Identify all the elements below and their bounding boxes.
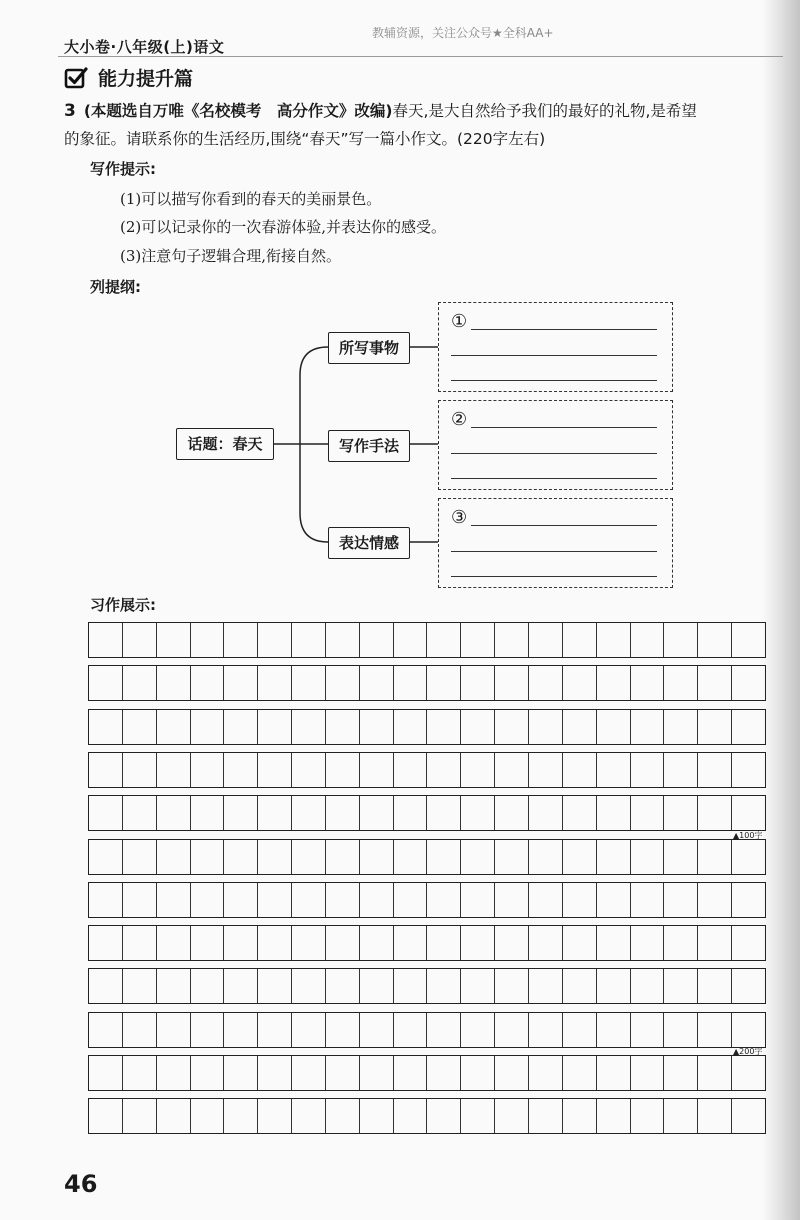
grid-cell[interactable] — [698, 796, 732, 830]
grid-cell[interactable] — [258, 753, 292, 787]
grid-cell[interactable] — [360, 883, 394, 917]
grid-cell[interactable] — [292, 666, 326, 700]
grid-cell[interactable] — [664, 1056, 698, 1090]
grid-cell[interactable] — [732, 883, 765, 917]
grid-cell[interactable] — [326, 710, 360, 744]
grid-cell[interactable] — [258, 969, 292, 1003]
grid-cell[interactable] — [529, 926, 563, 960]
grid-cell[interactable] — [597, 840, 631, 874]
grid-cell[interactable] — [732, 796, 765, 830]
grid-cell[interactable] — [224, 1013, 258, 1047]
grid-cell[interactable] — [224, 796, 258, 830]
grid-cell[interactable] — [89, 1013, 123, 1047]
grid-cell[interactable] — [191, 753, 225, 787]
grid-cell[interactable] — [224, 666, 258, 700]
grid-cell[interactable] — [89, 926, 123, 960]
grid-cell[interactable] — [394, 710, 428, 744]
grid-cell[interactable] — [597, 1099, 631, 1133]
grid-cell[interactable] — [529, 796, 563, 830]
answer-line[interactable] — [451, 380, 657, 381]
grid-cell[interactable] — [360, 666, 394, 700]
grid-cell[interactable] — [631, 969, 665, 1003]
grid-cell[interactable] — [529, 623, 563, 657]
grid-cell[interactable] — [597, 623, 631, 657]
grid-cell[interactable] — [360, 1013, 394, 1047]
grid-cell[interactable] — [326, 883, 360, 917]
answer-box — [438, 400, 673, 490]
grid-cell[interactable] — [224, 969, 258, 1003]
grid-cell[interactable] — [157, 883, 191, 917]
grid-cell[interactable] — [597, 883, 631, 917]
grid-cell[interactable] — [427, 666, 461, 700]
grid-cell[interactable] — [495, 710, 529, 744]
grid-cell[interactable] — [326, 1099, 360, 1133]
grid-row — [88, 839, 766, 875]
grid-cell[interactable] — [698, 883, 732, 917]
grid-cell[interactable] — [157, 796, 191, 830]
answer-line[interactable] — [451, 551, 657, 552]
grid-cell[interactable] — [495, 1056, 529, 1090]
grid-cell[interactable] — [563, 926, 597, 960]
grid-cell[interactable] — [258, 1013, 292, 1047]
grid-cell[interactable] — [563, 753, 597, 787]
grid-cell[interactable] — [258, 840, 292, 874]
grid-cell[interactable] — [394, 796, 428, 830]
grid-cell[interactable] — [157, 969, 191, 1003]
grid-row — [88, 1055, 766, 1091]
grid-cell[interactable] — [292, 1013, 326, 1047]
grid-cell[interactable] — [191, 1013, 225, 1047]
grid-cell[interactable] — [529, 666, 563, 700]
grid-cell[interactable] — [191, 1056, 225, 1090]
question-text-2: 的象征。请联系你的生活经历,围绕“春天”写一篇小作文。(220字左右) — [64, 130, 546, 148]
grid-cell[interactable] — [157, 1056, 191, 1090]
answer-line[interactable] — [471, 427, 657, 428]
grid-cell[interactable] — [427, 969, 461, 1003]
grid-cell[interactable] — [292, 623, 326, 657]
grid-cell[interactable] — [563, 883, 597, 917]
grid-cell[interactable] — [326, 840, 360, 874]
grid-cell[interactable] — [224, 710, 258, 744]
grid-cell[interactable] — [732, 666, 765, 700]
grid-cell[interactable] — [258, 710, 292, 744]
grid-cell[interactable] — [631, 623, 665, 657]
grid-row — [88, 882, 766, 918]
grid-cell[interactable] — [224, 840, 258, 874]
grid-cell[interactable] — [123, 883, 157, 917]
grid-cell[interactable] — [529, 1013, 563, 1047]
grid-cell[interactable] — [427, 926, 461, 960]
grid-cell[interactable] — [732, 969, 765, 1003]
grid-cell[interactable] — [326, 1056, 360, 1090]
grid-cell[interactable] — [664, 796, 698, 830]
grid-cell[interactable] — [461, 883, 495, 917]
grid-cell[interactable] — [698, 1099, 732, 1133]
grid-cell[interactable] — [191, 926, 225, 960]
grid-cell[interactable] — [89, 1099, 123, 1133]
hint-item: (1)可以描写你看到的春天的美丽景色。 — [120, 190, 382, 208]
grid-cell[interactable] — [631, 1099, 665, 1133]
grid-cell[interactable] — [123, 1056, 157, 1090]
grid-row — [88, 622, 766, 658]
grid-cell[interactable] — [157, 926, 191, 960]
grid-cell[interactable] — [461, 753, 495, 787]
grid-cell[interactable] — [597, 796, 631, 830]
grid-cell[interactable] — [563, 623, 597, 657]
grid-row — [88, 1098, 766, 1134]
grid-cell[interactable] — [563, 1099, 597, 1133]
grid-cell[interactable] — [224, 883, 258, 917]
grid-cell[interactable] — [461, 926, 495, 960]
grid-cell[interactable] — [597, 926, 631, 960]
grid-cell[interactable] — [631, 926, 665, 960]
grid-cell[interactable] — [258, 926, 292, 960]
branch-node-technique: 写作手法 — [328, 430, 410, 462]
grid-cell[interactable] — [394, 1056, 428, 1090]
outline-label: 列提纲: — [90, 278, 141, 296]
grid-cell[interactable] — [529, 1056, 563, 1090]
grid-cell[interactable] — [461, 840, 495, 874]
grid-cell[interactable] — [360, 969, 394, 1003]
grid-cell[interactable] — [732, 1013, 765, 1047]
answer-line[interactable] — [451, 453, 657, 454]
grid-cell[interactable] — [360, 623, 394, 657]
word-count-marker-200: ▲200字 — [733, 1047, 763, 1056]
grid-cell[interactable] — [529, 883, 563, 917]
grid-cell[interactable] — [360, 926, 394, 960]
grid-cell[interactable] — [157, 840, 191, 874]
grid-row — [88, 795, 766, 831]
grid-cell[interactable] — [698, 1056, 732, 1090]
grid-cell[interactable] — [123, 753, 157, 787]
grid-cell[interactable] — [89, 1056, 123, 1090]
grid-cell[interactable] — [157, 710, 191, 744]
grid-cell[interactable] — [698, 753, 732, 787]
grid-cell[interactable] — [597, 1013, 631, 1047]
grid-cell[interactable] — [732, 710, 765, 744]
answer-box — [438, 302, 673, 392]
grid-cell[interactable] — [495, 1099, 529, 1133]
grid-row — [88, 925, 766, 961]
grid-cell[interactable] — [529, 710, 563, 744]
grid-cell[interactable] — [258, 883, 292, 917]
answer-line[interactable] — [471, 329, 657, 330]
grid-cell[interactable] — [191, 710, 225, 744]
grid-cell[interactable] — [597, 969, 631, 1003]
grid-cell[interactable] — [732, 840, 765, 874]
grid-cell[interactable] — [89, 883, 123, 917]
grid-cell[interactable] — [292, 753, 326, 787]
grid-cell[interactable] — [123, 796, 157, 830]
question-text-1: 春天,是大自然给予我们的最好的礼物,是希望 — [392, 102, 697, 120]
grid-cell[interactable] — [292, 969, 326, 1003]
grid-cell[interactable] — [123, 666, 157, 700]
question-number: 3 — [64, 101, 76, 121]
grid-cell[interactable] — [191, 883, 225, 917]
grid-cell[interactable] — [326, 666, 360, 700]
grid-cell[interactable] — [461, 796, 495, 830]
grid-cell[interactable] — [427, 1099, 461, 1133]
grid-cell[interactable] — [89, 969, 123, 1003]
grid-cell[interactable] — [224, 623, 258, 657]
grid-cell[interactable] — [664, 710, 698, 744]
grid-cell[interactable] — [394, 969, 428, 1003]
grid-cell[interactable] — [427, 753, 461, 787]
grid-cell[interactable] — [495, 840, 529, 874]
grid-cell[interactable] — [698, 926, 732, 960]
grid-cell[interactable] — [258, 1099, 292, 1133]
grid-cell[interactable] — [89, 666, 123, 700]
answer-line[interactable] — [451, 355, 657, 356]
grid-cell[interactable] — [89, 710, 123, 744]
grid-cell[interactable] — [732, 926, 765, 960]
grid-row — [88, 665, 766, 701]
grid-cell[interactable] — [563, 1056, 597, 1090]
grid-cell[interactable] — [664, 883, 698, 917]
grid-cell[interactable] — [394, 753, 428, 787]
grid-cell[interactable] — [664, 1013, 698, 1047]
grid-cell[interactable] — [529, 1099, 563, 1133]
grid-cell[interactable] — [597, 753, 631, 787]
hint-item: (3)注意句子逻辑合理,衔接自然。 — [120, 247, 342, 265]
grid-cell[interactable] — [461, 710, 495, 744]
grid-cell[interactable] — [427, 840, 461, 874]
watermark-text: 教辅资源，关注公众号★全科AA+ — [372, 26, 554, 40]
page-number: 46 — [64, 1170, 98, 1198]
grid-cell[interactable] — [732, 1056, 765, 1090]
grid-cell[interactable] — [292, 840, 326, 874]
grid-cell[interactable] — [461, 969, 495, 1003]
grid-cell[interactable] — [292, 710, 326, 744]
grid-cell[interactable] — [427, 1056, 461, 1090]
grid-cell[interactable] — [495, 796, 529, 830]
grid-cell[interactable] — [563, 840, 597, 874]
grid-cell[interactable] — [326, 1013, 360, 1047]
grid-cell[interactable] — [123, 623, 157, 657]
section-title: 能力提升篇 — [98, 68, 194, 90]
grid-cell[interactable] — [292, 1099, 326, 1133]
grid-cell[interactable] — [732, 623, 765, 657]
grid-cell[interactable] — [292, 883, 326, 917]
grid-cell[interactable] — [563, 969, 597, 1003]
grid-cell[interactable] — [631, 1056, 665, 1090]
grid-cell[interactable] — [631, 883, 665, 917]
circled-number: ③ — [451, 507, 468, 528]
grid-cell[interactable] — [698, 710, 732, 744]
grid-cell[interactable] — [123, 710, 157, 744]
grid-cell[interactable] — [326, 623, 360, 657]
grid-cell[interactable] — [394, 1099, 428, 1133]
grid-cell[interactable] — [394, 926, 428, 960]
grid-cell[interactable] — [732, 1099, 765, 1133]
grid-cell[interactable] — [360, 1056, 394, 1090]
grid-cell[interactable] — [292, 926, 326, 960]
grid-cell[interactable] — [664, 840, 698, 874]
grid-cell[interactable] — [427, 883, 461, 917]
grid-cell[interactable] — [224, 1099, 258, 1133]
grid-cell[interactable] — [191, 840, 225, 874]
grid-cell[interactable] — [427, 796, 461, 830]
grid-row — [88, 968, 766, 1004]
grid-cell[interactable] — [664, 666, 698, 700]
grid-cell[interactable] — [427, 710, 461, 744]
grid-cell[interactable] — [461, 1013, 495, 1047]
grid-cell[interactable] — [394, 623, 428, 657]
grid-cell[interactable] — [563, 666, 597, 700]
grid-cell[interactable] — [631, 1013, 665, 1047]
grid-cell[interactable] — [664, 969, 698, 1003]
branch-node-emotion: 表达情感 — [328, 527, 410, 559]
grid-cell[interactable] — [698, 623, 732, 657]
grid-cell[interactable] — [157, 753, 191, 787]
grid-cell[interactable] — [326, 753, 360, 787]
grid-cell[interactable] — [224, 926, 258, 960]
grid-cell[interactable] — [563, 1013, 597, 1047]
grid-cell[interactable] — [258, 666, 292, 700]
grid-cell[interactable] — [495, 926, 529, 960]
grid-cell[interactable] — [394, 1013, 428, 1047]
grid-cell[interactable] — [224, 1056, 258, 1090]
grid-cell[interactable] — [664, 753, 698, 787]
grid-cell[interactable] — [631, 840, 665, 874]
grid-cell[interactable] — [664, 623, 698, 657]
grid-cell[interactable] — [89, 753, 123, 787]
grid-cell[interactable] — [292, 796, 326, 830]
grid-cell[interactable] — [89, 840, 123, 874]
grid-cell[interactable] — [732, 753, 765, 787]
answer-line[interactable] — [451, 478, 657, 479]
grid-cell[interactable] — [123, 840, 157, 874]
grid-row — [88, 1012, 766, 1048]
grid-cell[interactable] — [292, 1056, 326, 1090]
grid-cell[interactable] — [597, 1056, 631, 1090]
grid-row — [88, 709, 766, 745]
grid-cell[interactable] — [360, 840, 394, 874]
branch-node-subject: 所写事物 — [328, 332, 410, 364]
grid-cell[interactable] — [123, 969, 157, 1003]
grid-cell[interactable] — [495, 883, 529, 917]
grid-cell[interactable] — [461, 623, 495, 657]
grid-cell[interactable] — [224, 753, 258, 787]
grid-cell[interactable] — [698, 666, 732, 700]
grid-cell[interactable] — [191, 796, 225, 830]
grid-cell[interactable] — [394, 883, 428, 917]
grid-cell[interactable] — [123, 926, 157, 960]
grid-cell[interactable] — [360, 1099, 394, 1133]
topic-node: 话题：春天 — [176, 428, 274, 460]
hint-item: (2)可以记录你的一次春游体验,并表达你的感受。 — [120, 218, 447, 236]
grid-cell[interactable] — [597, 666, 631, 700]
answer-box — [438, 498, 673, 588]
grid-cell[interactable] — [157, 666, 191, 700]
grid-cell[interactable] — [664, 926, 698, 960]
grid-cell[interactable] — [631, 666, 665, 700]
grid-cell[interactable] — [495, 623, 529, 657]
grid-cell[interactable] — [191, 666, 225, 700]
book-title: 大小卷·八年级(上)语文 — [64, 38, 225, 56]
question-source: (本题选自万唯《名校模考 高分作文》改编) — [83, 102, 393, 120]
grid-cell[interactable] — [123, 1013, 157, 1047]
grid-cell[interactable] — [427, 1013, 461, 1047]
grid-cell[interactable] — [461, 666, 495, 700]
grid-cell[interactable] — [89, 623, 123, 657]
grid-cell[interactable] — [631, 796, 665, 830]
grid-cell[interactable] — [360, 710, 394, 744]
grid-cell[interactable] — [360, 796, 394, 830]
grid-cell[interactable] — [495, 1013, 529, 1047]
grid-cell[interactable] — [698, 1013, 732, 1047]
answer-line[interactable] — [451, 576, 657, 577]
grid-cell[interactable] — [631, 710, 665, 744]
grid-cell[interactable] — [461, 1056, 495, 1090]
grid-cell[interactable] — [326, 969, 360, 1003]
grid-cell[interactable] — [698, 840, 732, 874]
grid-cell[interactable] — [698, 969, 732, 1003]
grid-cell[interactable] — [360, 753, 394, 787]
hints-label: 写作提示: — [90, 160, 156, 178]
grid-cell[interactable] — [123, 1099, 157, 1133]
grid-cell[interactable] — [427, 623, 461, 657]
grid-cell[interactable] — [563, 710, 597, 744]
grid-cell[interactable] — [157, 623, 191, 657]
grid-cell[interactable] — [157, 1013, 191, 1047]
grid-cell[interactable] — [89, 796, 123, 830]
grid-cell[interactable] — [563, 796, 597, 830]
grid-cell[interactable] — [258, 1056, 292, 1090]
grid-cell[interactable] — [529, 840, 563, 874]
grid-cell[interactable] — [191, 1099, 225, 1133]
grid-cell[interactable] — [529, 753, 563, 787]
grid-cell[interactable] — [191, 969, 225, 1003]
grid-cell[interactable] — [326, 796, 360, 830]
word-count-marker-100: ▲100字 — [733, 831, 763, 840]
answer-line[interactable] — [471, 525, 657, 526]
grid-cell[interactable] — [326, 926, 360, 960]
circled-number: ② — [451, 409, 468, 430]
grid-cell[interactable] — [258, 623, 292, 657]
circled-number: ① — [451, 311, 468, 332]
grid-cell[interactable] — [631, 753, 665, 787]
grid-cell[interactable] — [495, 666, 529, 700]
grid-cell[interactable] — [664, 1099, 698, 1133]
grid-cell[interactable] — [394, 840, 428, 874]
grid-cell[interactable] — [461, 1099, 495, 1133]
grid-cell[interactable] — [157, 1099, 191, 1133]
grid-cell[interactable] — [394, 666, 428, 700]
grid-row — [88, 752, 766, 788]
composition-label: 习作展示: — [90, 596, 156, 614]
grid-cell[interactable] — [495, 753, 529, 787]
grid-cell[interactable] — [529, 969, 563, 1003]
grid-cell[interactable] — [191, 623, 225, 657]
grid-cell[interactable] — [258, 796, 292, 830]
grid-cell[interactable] — [495, 969, 529, 1003]
grid-cell[interactable] — [597, 710, 631, 744]
